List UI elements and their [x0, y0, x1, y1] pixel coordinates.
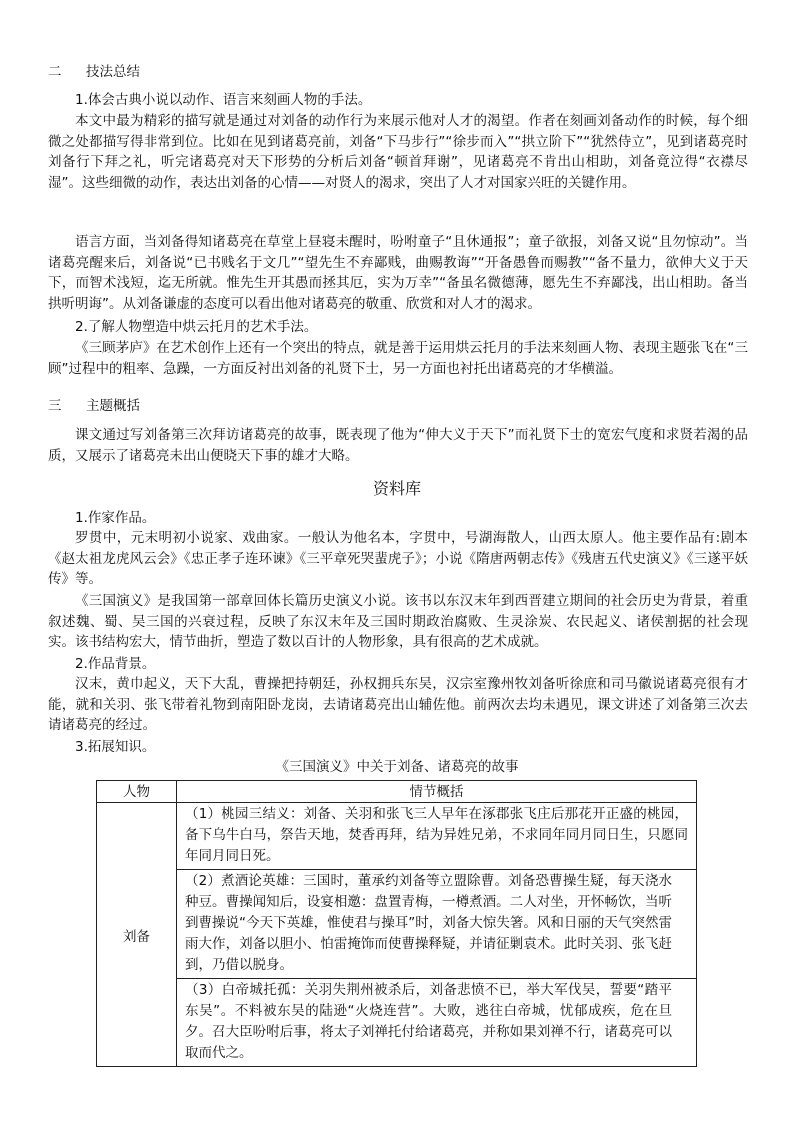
plot-cell-heroes: （2）煮酒论英雄：三国时，董承约刘备等立盟除曹。刘备恐曹操生疑，每天浇水种豆。曹操闻知后，设宴相邀：盘置青梅，一樽煮酒。二人对坐，开怀畅饮，当听到曹操说“今天下英雄，惟使君与操耳”时，刘备大惊失箸。风和日丽的天气突然雷雨大作，刘备以胆小、怕雷掩饰而使曹操释疑，并请征剿袁术。此时关羽、张飞赶到，乃借以脱身。 [177, 870, 697, 979]
subheading-author-works: 1.作家作品。 [75, 510, 156, 526]
section-number: 三 [48, 398, 62, 414]
section-number: 二 [48, 64, 62, 80]
table-row [97, 803, 697, 870]
story-table [96, 780, 697, 1067]
table-caption: 《三国演义》中关于刘备、诸葛亮的故事 [275, 759, 519, 775]
paragraph-author: 罗贯中，元末明初小说家、戏曲家。一般认为他名本，字贯中，号湖海散人，山西太原人。他主要作品有:剧本《赵太祖龙虎风云会》《忠正孝子连环谏》《三平章死哭蜚虎子》；小说《隋唐两朝志传》《残唐五代史演义》《三遂平妖传》等。 [48, 530, 748, 588]
section-title: 技法总结 [86, 64, 140, 80]
library-title: 资料库 [372, 479, 421, 498]
table-header-row [97, 781, 697, 803]
table-row [97, 870, 697, 979]
section-title: 主题概括 [86, 398, 140, 414]
paragraph-theme: 课文通过写刘备第三次拜访诸葛亮的故事，既表现了他为“伸大义于天下”而礼贤下士的宽宏气度和求贤若渴的品质，又展示了诸葛亮未出山便晓天下事的雄才大略。 [48, 427, 748, 464]
subheading-art-technique: 2.了解人物塑造中烘云托月的艺术手法。 [75, 319, 318, 335]
subheading-background: 2.作品背景。 [75, 656, 156, 672]
subheading-extension: 3.拓展知识。 [75, 739, 156, 755]
plot-cell-peach-garden: （1）桃园三结义：刘备、关羽和张飞三人早年在涿郡张飞庄后那花开正盛的桃园，备下乌牛白马，祭告天地，焚香再拜，结为异姓兄弟，不求同年同月同日生，只愿同年同月同日死。 [177, 803, 697, 870]
plot-cell-baidi: （3）白帝城托孤：关羽失荆州被杀后，刘备悲愤不已，举大军伐吴，誓要“踏平东吴”。不料被东吴的陆逊“火烧连营”。大败，逃往白帝城，忧郁成疾，危在旦夕。召大臣吩咐后事，将太子刘禅托付给诸葛亮，并称如果刘禅不行，诸葛亮可以取而代之。 [177, 979, 697, 1067]
subheading-classic-techniques: 1.体会古典小说以动作、语言来刻画人物的手法。 [75, 92, 372, 108]
header-plot: 情节概括 [177, 781, 697, 803]
header-person: 人物 [97, 781, 177, 803]
person-cell: 刘备 [97, 803, 177, 1067]
paragraph-background: 汉末，黄巾起义，天下大乱，曹操把持朝廷，孙权拥兵东吴，汉宗室豫州牧刘备听徐庶和司马徽说诸葛亮很有才能，就和关羽、张飞带着礼物到南阳卧龙岗，去请诸葛亮出山辅佐他。前两次去均未遇见，课文讲述了刘备第三次去请诸葛亮的经过。 [48, 676, 748, 734]
paragraph-action-description: 本文中最为精彩的描写就是通过对刘备的动作行为来展示他对人才的渴望。作者在刻画刘备动作的时候，每个细微之处都描写得非常到位。比如在见到诸葛亮前，刘备“下马步行”“徐步而入”“拱立阶下”“犹然侍立”，见到诸葛亮时刘备行下拜之礼，听完诸葛亮对天下形势的分析后刘备“顿首拜谢”，见诸葛亮不肯出山相助，刘备竟泣得“衣襟尽湿”。这些细微的动作，表达出刘备的心情——对贤人的渴求，突出了人才对国家兴旺的关键作用。 [48, 113, 748, 191]
section-heading-techniques [48, 62, 140, 82]
section-heading-theme [48, 396, 140, 416]
paragraph-art-technique: 《三顾茅庐》在艺术创作上还有一个突出的特点，就是善于运用烘云托月的手法来刻画人物、表现主题张飞在“三顾”过程中的粗率、急躁，一方面反衬出刘备的礼贤下士，另一方面也衬托出诸葛亮的才华横溢。 [48, 340, 748, 377]
paragraph-novel: 《三国演义》是我国第一部章回体长篇历史演义小说。该书以东汉末年到西晋建立期间的社会历史为背景，着重叙述魏、蜀、吴三国的兴衰过程，反映了东汉末年及三国时期政治腐败、生灵涂炭、农民起义、诸侯割据的社会现实。该书结构宏大，情节曲折，塑造了数以百计的人物形象，具有很高的艺术成就。 [48, 593, 748, 651]
table-row [97, 979, 697, 1067]
paragraph-language-description: 语言方面，当刘备得知诸葛亮在草堂上昼寝未醒时，吩咐童子“且休通报”；童子欲报，刘备又说“且勿惊动”。当诸葛亮醒来后，刘备说“已书贱名于文几”“望先生不弃鄙贱，曲赐教诲”“开备愚鲁而赐教”“备不量力，欲伸大义于天下，而智术浅短，迄无所就。惟先生开其愚而拯其厄，实为万幸”“备虽名微德薄，愿先生不弃鄙浅，出山相助。备当拱听明诲”。从刘备谦虚的态度可以看出他对诸葛亮的敬重、欣赏和对人才的渴求。 [48, 234, 748, 312]
